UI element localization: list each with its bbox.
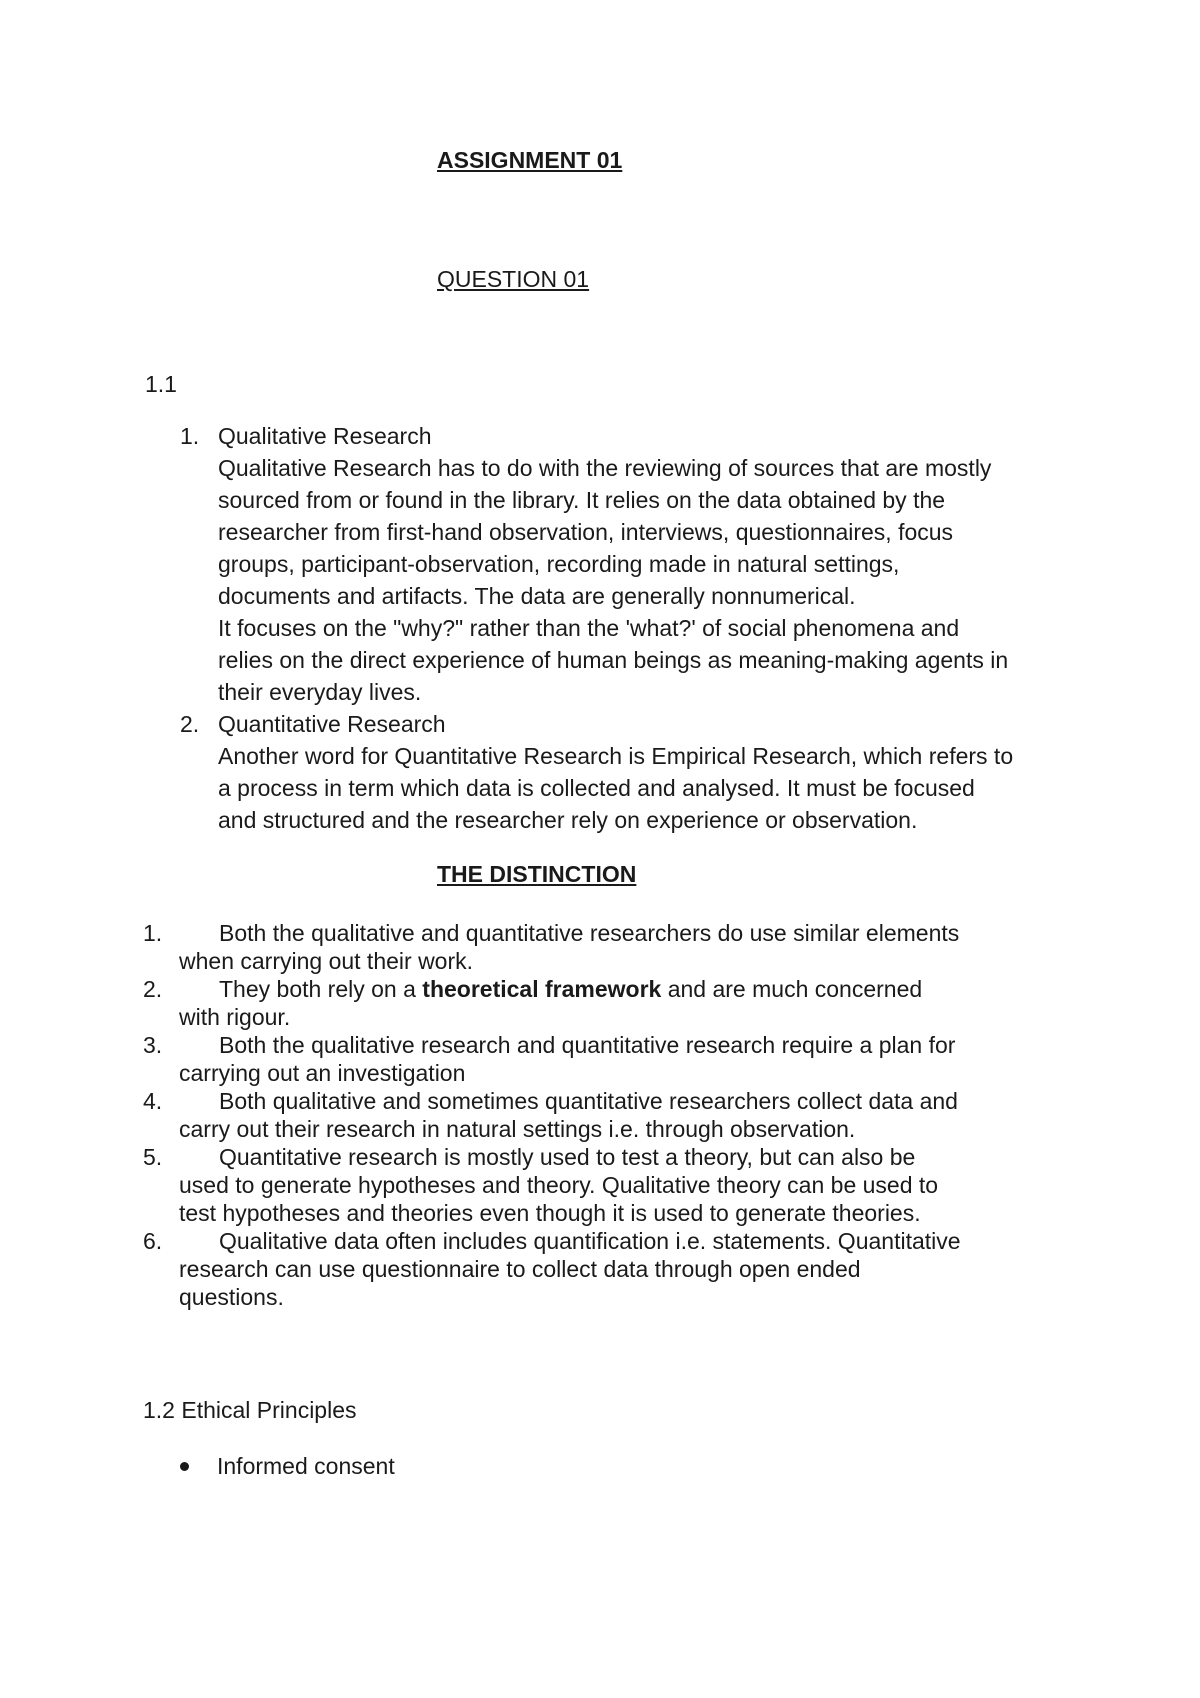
- bold-term: theoretical framework: [422, 976, 662, 1002]
- distinction-text-line: used to generate hypotheses and theory. Qualitative theory can be used to: [179, 1172, 939, 1198]
- definition-text-line: relies on the direct experience of human beings as meaning-making agents in: [218, 647, 1009, 673]
- definition-text-line: their everyday lives.: [218, 679, 422, 705]
- distinction-item: [143, 1143, 1043, 1227]
- definition-item-quantitative: [180, 708, 1080, 836]
- distinction-number: 5.: [143, 1144, 163, 1170]
- distinction-item: [143, 919, 1043, 975]
- distinction-item: [143, 1087, 1043, 1143]
- definition-number: 2.: [180, 711, 200, 737]
- distinction-number: 1.: [143, 920, 163, 946]
- distinction-number: 6.: [143, 1228, 163, 1254]
- definition-title: Quantitative Research: [218, 711, 446, 737]
- distinction-item: [143, 1227, 1043, 1311]
- definition-text-line: a process in term which data is collected and analysed. It must be focused: [218, 775, 975, 801]
- distinction-text-segment: and are much concerned: [661, 976, 923, 1002]
- assignment-title: ASSIGNMENT 01: [437, 147, 623, 173]
- section-1-2-heading: 1.2 Ethical Principles: [143, 1397, 357, 1423]
- distinction-number: 3.: [143, 1032, 163, 1058]
- distinction-text-line: with rigour.: [179, 1004, 291, 1030]
- definition-item-qualitative: [180, 420, 1080, 708]
- bullet-item: Informed consent: [217, 1453, 395, 1479]
- definition-text-line: Another word for Quantitative Research is Empirical Research, which refers to: [218, 743, 1014, 769]
- definitions-list: [180, 420, 1080, 836]
- distinction-text-line: test hypotheses and theories even though it is used to generate theories.: [179, 1200, 921, 1226]
- distinction-number: 4.: [143, 1088, 163, 1114]
- distinction-text-line: Both qualitative and sometimes quantitative researchers collect data and: [219, 1088, 958, 1114]
- definition-text-line: groups, participant-observation, recording made in natural settings,: [218, 551, 900, 577]
- distinction-item: [143, 1031, 1043, 1087]
- distinction-text-segment: They both rely on a: [219, 976, 423, 1002]
- distinction-text-line: Qualitative data often includes quantification i.e. statements. Quantitative: [219, 1228, 961, 1254]
- definition-title: Qualitative Research: [218, 423, 432, 449]
- bullet-icon: [180, 1462, 189, 1471]
- question-heading: QUESTION 01: [437, 266, 590, 292]
- distinction-heading: THE DISTINCTION: [437, 861, 637, 887]
- definition-text-line: Qualitative Research has to do with the reviewing of sources that are mostly: [218, 455, 992, 481]
- definition-text-line: and structured and the researcher rely on experience or observation.: [218, 807, 918, 833]
- distinction-item: [143, 975, 1043, 1031]
- distinction-number: 2.: [143, 976, 163, 1002]
- distinction-text-line: when carrying out their work.: [179, 948, 474, 974]
- distinction-text-line: research can use questionnaire to collect data through open ended: [179, 1256, 861, 1282]
- distinction-list: [143, 919, 1043, 1311]
- definition-text-line: researcher from first-hand observation, interviews, questionnaires, focus: [218, 519, 954, 545]
- distinction-text-line: carry out their research in natural settings i.e. through observation.: [179, 1116, 856, 1142]
- distinction-text-line: questions.: [179, 1284, 284, 1310]
- section-1-1-label: 1.1: [145, 371, 177, 397]
- distinction-text-line: [143, 975, 1043, 1003]
- definition-text-line: It focuses on the "why?" rather than the 'what?' of social phenomena and: [218, 615, 960, 641]
- definition-number: 1.: [180, 423, 200, 449]
- distinction-text-line: Both the qualitative research and quantitative research require a plan for: [219, 1032, 956, 1058]
- distinction-text-line: Quantitative research is mostly used to test a theory, but can also be: [219, 1144, 916, 1170]
- distinction-text-line: Both the qualitative and quantitative researchers do use similar elements: [219, 920, 960, 946]
- definition-text-line: documents and artifacts. The data are generally nonnumerical.: [218, 583, 856, 609]
- definition-text-line: sourced from or found in the library. It relies on the data obtained by the: [218, 487, 946, 513]
- distinction-text-line: carrying out an investigation: [179, 1060, 466, 1086]
